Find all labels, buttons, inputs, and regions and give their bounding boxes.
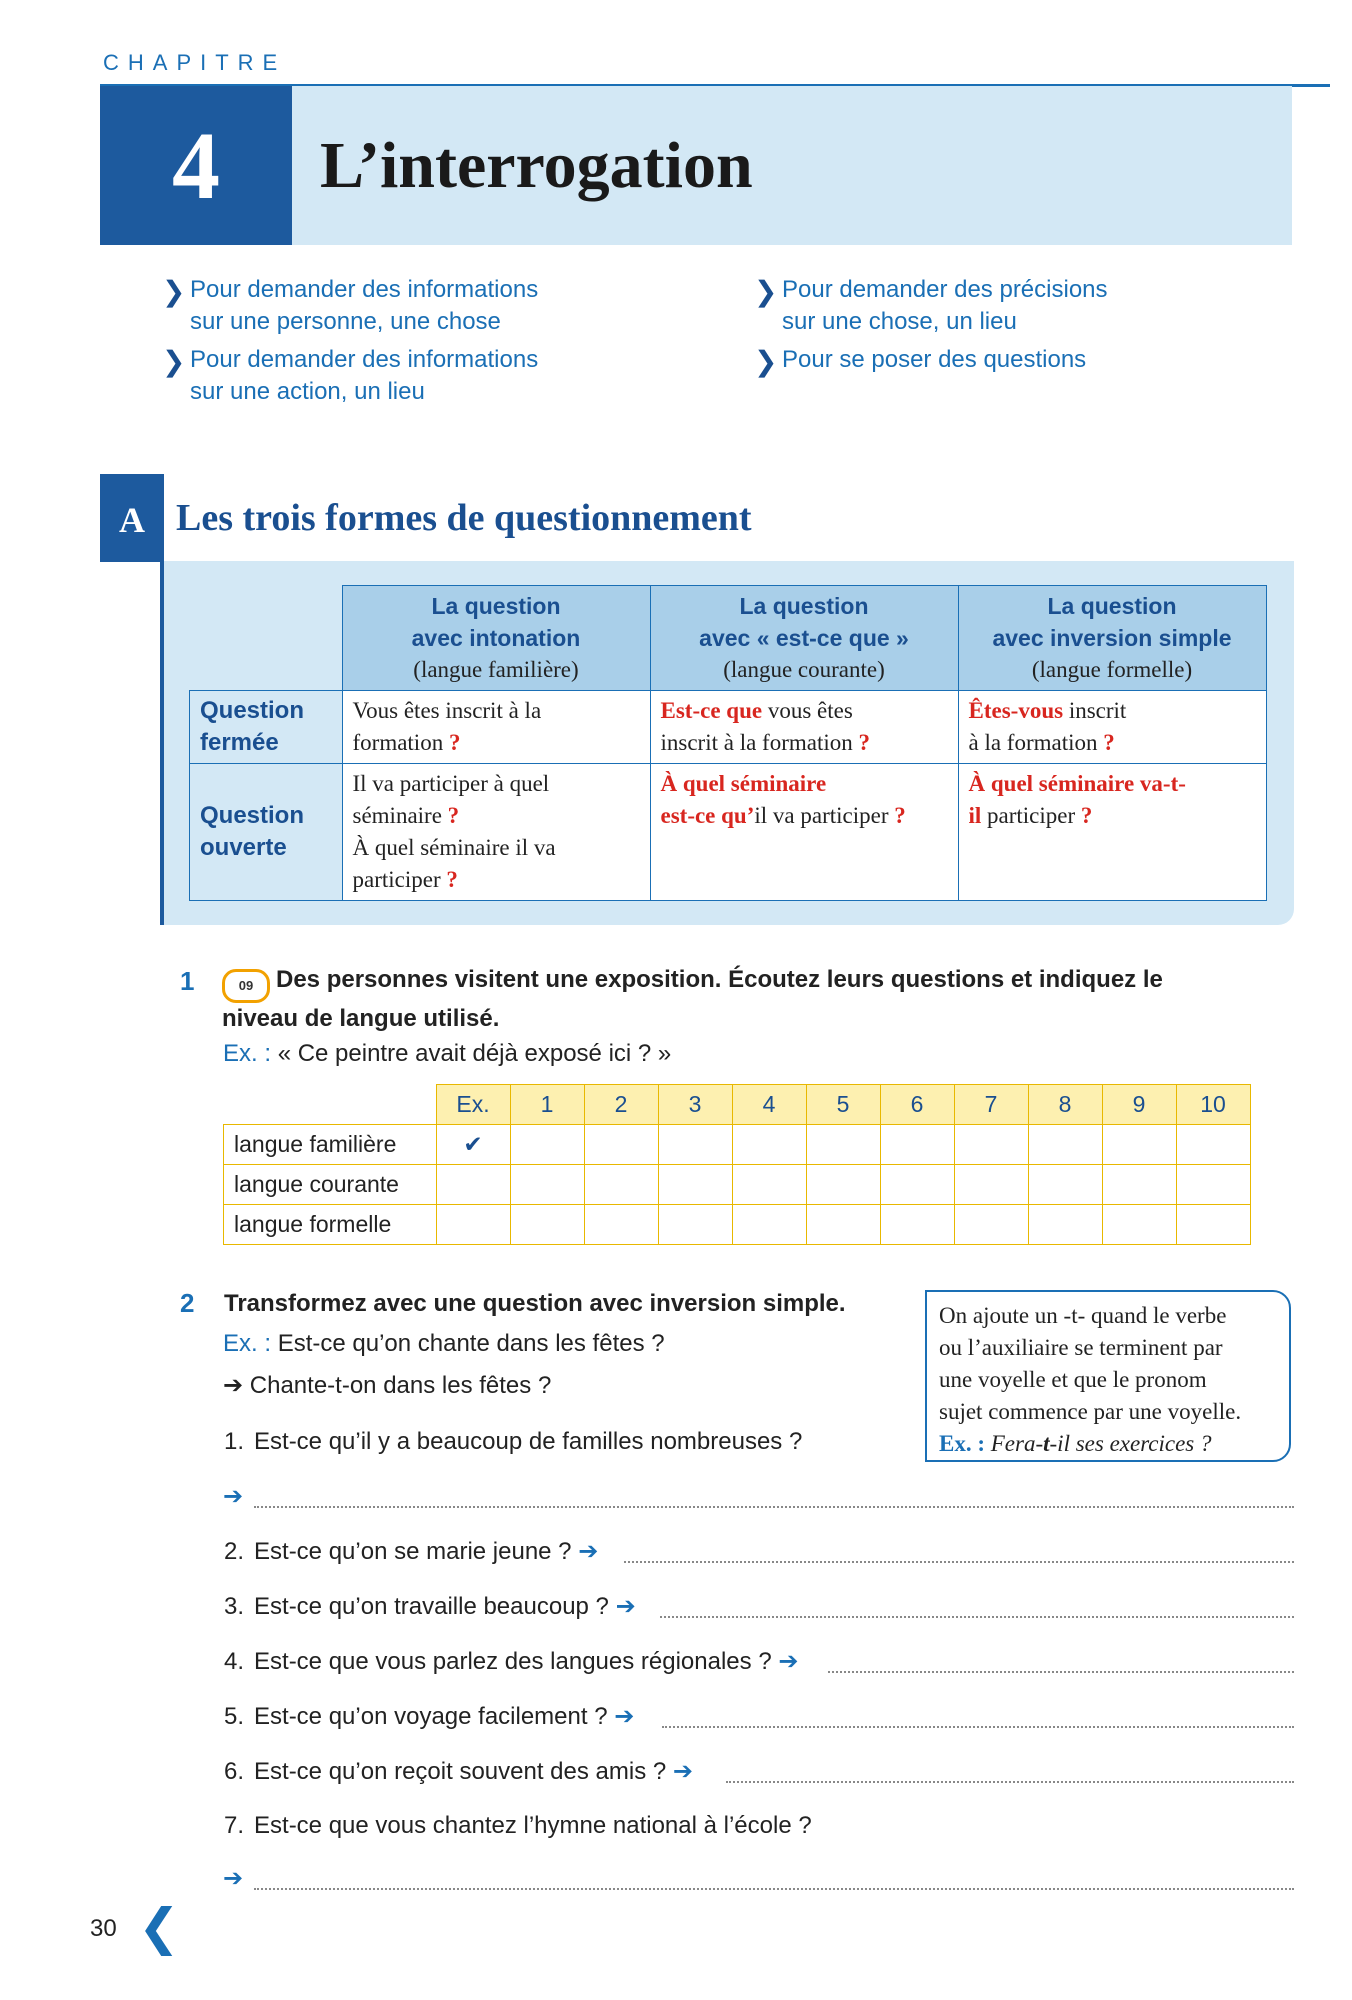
grid-col-header: 8 bbox=[1028, 1085, 1102, 1125]
grid-row bbox=[224, 1125, 1251, 1165]
answer-cell[interactable] bbox=[510, 1125, 584, 1165]
answer-cell[interactable] bbox=[584, 1165, 658, 1205]
answer-cell[interactable] bbox=[954, 1205, 1028, 1245]
answer-cell[interactable] bbox=[658, 1165, 732, 1205]
arrow-right-icon: ➔ bbox=[223, 1372, 244, 1399]
table-row bbox=[190, 764, 1267, 901]
grid-col-header: Ex. bbox=[436, 1085, 510, 1125]
answer-cell[interactable] bbox=[1102, 1205, 1176, 1245]
answer-cell[interactable] bbox=[658, 1125, 732, 1165]
table-cell: À quel séminaire va-t- il participer ? bbox=[958, 764, 1266, 901]
answer-cell[interactable] bbox=[806, 1205, 880, 1245]
row-label: Question fermée bbox=[190, 691, 343, 764]
answer-line[interactable] bbox=[828, 1671, 1294, 1673]
question-item: 1. Est-ce qu’il y a beaucoup de familles nombreuses ? bbox=[224, 1428, 803, 1455]
table-cell: Êtes-vous inscrit à la formation ? bbox=[958, 691, 1266, 764]
answer-line[interactable] bbox=[624, 1561, 1294, 1563]
arrow-right-icon: ➔ bbox=[614, 1703, 635, 1730]
answer-cell[interactable] bbox=[510, 1165, 584, 1205]
grid-row-label: langue familière bbox=[224, 1125, 437, 1165]
objective-item: ❯ Pour demander des précisions sur une chose, un lieu bbox=[754, 276, 1108, 335]
grid-col-header: 5 bbox=[806, 1085, 880, 1125]
answer-grid bbox=[223, 1084, 1251, 1245]
answer-cell[interactable] bbox=[732, 1205, 806, 1245]
answer-cell[interactable] bbox=[954, 1125, 1028, 1165]
grid-row bbox=[224, 1165, 1251, 1205]
objective-item: ❯ Pour demander des informations sur une personne, une chose bbox=[162, 276, 539, 335]
table-header: La question avec « est-ce que » (langue courante) bbox=[650, 586, 958, 691]
chapter-number: 4 bbox=[100, 86, 292, 245]
objective-item: ❯ Pour demander des informations sur une action, un lieu bbox=[162, 346, 539, 405]
grid-col-header: 3 bbox=[658, 1085, 732, 1125]
chevron-right-icon: ❯ bbox=[162, 276, 186, 307]
answer-cell[interactable] bbox=[806, 1125, 880, 1165]
table-header: La question avec intonation (langue familière) bbox=[342, 586, 650, 691]
exercise-2-number: 2 bbox=[180, 1288, 195, 1318]
table-cell: Il va participer à quel séminaire ? À quel séminaire il va participer ? bbox=[342, 764, 650, 901]
chevron-left-icon: ❮ bbox=[138, 1899, 180, 1955]
grid-col-header: 9 bbox=[1102, 1085, 1176, 1125]
answer-cell[interactable] bbox=[1176, 1165, 1250, 1205]
section-title: Les trois formes de questionnement bbox=[176, 497, 752, 539]
answer-cell[interactable] bbox=[954, 1165, 1028, 1205]
answer-line[interactable] bbox=[726, 1781, 1294, 1783]
table-cell: À quel séminaire est-ce qu’il va participer ? bbox=[650, 764, 958, 901]
section-letter: A bbox=[100, 474, 164, 562]
checkmark-icon: ✔ bbox=[436, 1125, 510, 1165]
answer-cell[interactable] bbox=[1028, 1125, 1102, 1165]
grid-row-label: langue formelle bbox=[224, 1205, 437, 1245]
audio-track-icon[interactable]: 09 bbox=[222, 969, 270, 1003]
answer-line[interactable] bbox=[660, 1616, 1294, 1618]
answer-cell[interactable] bbox=[732, 1125, 806, 1165]
question-item: 2. Est-ce qu’on se marie jeune ? ➔ bbox=[224, 1538, 599, 1565]
table-header: La question avec inversion simple (langue formelle) bbox=[958, 586, 1266, 691]
grid-col-header: 2 bbox=[584, 1085, 658, 1125]
grid-col-header: 6 bbox=[880, 1085, 954, 1125]
question-item: 3. Est-ce qu’on travaille beaucoup ? ➔ bbox=[224, 1593, 636, 1620]
answer-cell[interactable] bbox=[1176, 1205, 1250, 1245]
table-row bbox=[190, 691, 1267, 764]
answer-cell[interactable] bbox=[732, 1165, 806, 1205]
arrow-right-icon: ➔ bbox=[672, 1758, 694, 1785]
exercise-2-instruction: Transformez avec une question avec inversion simple. bbox=[224, 1290, 846, 1317]
chevron-right-icon: ❯ bbox=[754, 276, 778, 307]
chapter-label: CHAPITRE bbox=[103, 50, 287, 75]
answer-cell[interactable] bbox=[1028, 1205, 1102, 1245]
exercise-1-instruction: 09 Des personnes visitent une exposition. Écoutez leurs questions et indiquez le niveau de langue utilisé. bbox=[222, 966, 1163, 1032]
row-label: Question ouverte bbox=[190, 764, 343, 901]
answer-cell[interactable] bbox=[1102, 1125, 1176, 1165]
answer-cell[interactable] bbox=[584, 1205, 658, 1245]
answer-cell[interactable] bbox=[436, 1165, 510, 1205]
grid-col-header: 10 bbox=[1176, 1085, 1250, 1125]
arrow-right-icon: ➔ bbox=[778, 1648, 799, 1675]
answer-cell[interactable] bbox=[880, 1205, 954, 1245]
arrow-right-icon: ➔ bbox=[615, 1593, 636, 1620]
grammar-panel-rule bbox=[160, 540, 164, 925]
exercise-2-example: Ex. : Est-ce qu’on chante dans les fêtes ? bbox=[223, 1330, 665, 1357]
grid-row bbox=[224, 1205, 1251, 1245]
chevron-right-icon: ❯ bbox=[754, 346, 778, 377]
objective-item: ❯ Pour se poser des questions bbox=[754, 346, 1087, 377]
answer-cell[interactable] bbox=[880, 1125, 954, 1165]
answer-line[interactable] bbox=[254, 1506, 1294, 1508]
arrow-right-icon: ➔ bbox=[578, 1538, 599, 1565]
page-number: 30 bbox=[90, 1915, 117, 1942]
question-item: 4. Est-ce que vous parlez des langues régionales ? ➔ bbox=[224, 1648, 799, 1675]
answer-line[interactable] bbox=[254, 1888, 1294, 1890]
answer-line[interactable] bbox=[662, 1726, 1294, 1728]
grammar-tip-box: On ajoute un -t- quand le verbe ou l’auxiliaire se terminent par une voyelle et que le pronom sujet commence par une voyelle. Ex. : Fera-t-il ses exercices ? bbox=[925, 1290, 1291, 1462]
chapter-title: L’interrogation bbox=[320, 129, 753, 202]
answer-cell[interactable] bbox=[1176, 1125, 1250, 1165]
answer-cell[interactable] bbox=[436, 1205, 510, 1245]
grid-col-header: 4 bbox=[732, 1085, 806, 1125]
exercise-1-example: Ex. : « Ce peintre avait déjà exposé ici ? » bbox=[223, 1040, 672, 1067]
grid-col-header: 7 bbox=[954, 1085, 1028, 1125]
answer-cell[interactable] bbox=[510, 1205, 584, 1245]
arrow-right-icon: ➔ bbox=[223, 1865, 244, 1892]
grid-row-label: langue courante bbox=[224, 1165, 437, 1205]
answer-cell[interactable] bbox=[1028, 1165, 1102, 1205]
chevron-right-icon: ❯ bbox=[162, 346, 186, 377]
question-item: 6. Est-ce qu’on reçoit souvent des amis ? ➔ bbox=[224, 1758, 694, 1785]
exercise-1-number: 1 bbox=[180, 966, 195, 996]
exercise-2-example-answer: ➔ Chante-t-on dans les fêtes ? bbox=[223, 1372, 552, 1399]
arrow-right-icon: ➔ bbox=[223, 1483, 244, 1510]
grid-col-header: 1 bbox=[510, 1085, 584, 1125]
answer-cell[interactable] bbox=[584, 1125, 658, 1165]
answer-cell[interactable] bbox=[658, 1205, 732, 1245]
question-item: 5. Est-ce qu’on voyage facilement ? ➔ bbox=[224, 1703, 635, 1730]
table-cell: Est-ce que vous êtes inscrit à la formation ? bbox=[650, 691, 958, 764]
grammar-table bbox=[189, 585, 1267, 901]
table-cell: Vous êtes inscrit à la formation ? bbox=[342, 691, 650, 764]
answer-cell[interactable] bbox=[1102, 1165, 1176, 1205]
answer-cell[interactable] bbox=[806, 1165, 880, 1205]
question-item: 7. Est-ce que vous chantez l’hymne national à l’école ? bbox=[224, 1812, 812, 1839]
answer-cell[interactable] bbox=[880, 1165, 954, 1205]
